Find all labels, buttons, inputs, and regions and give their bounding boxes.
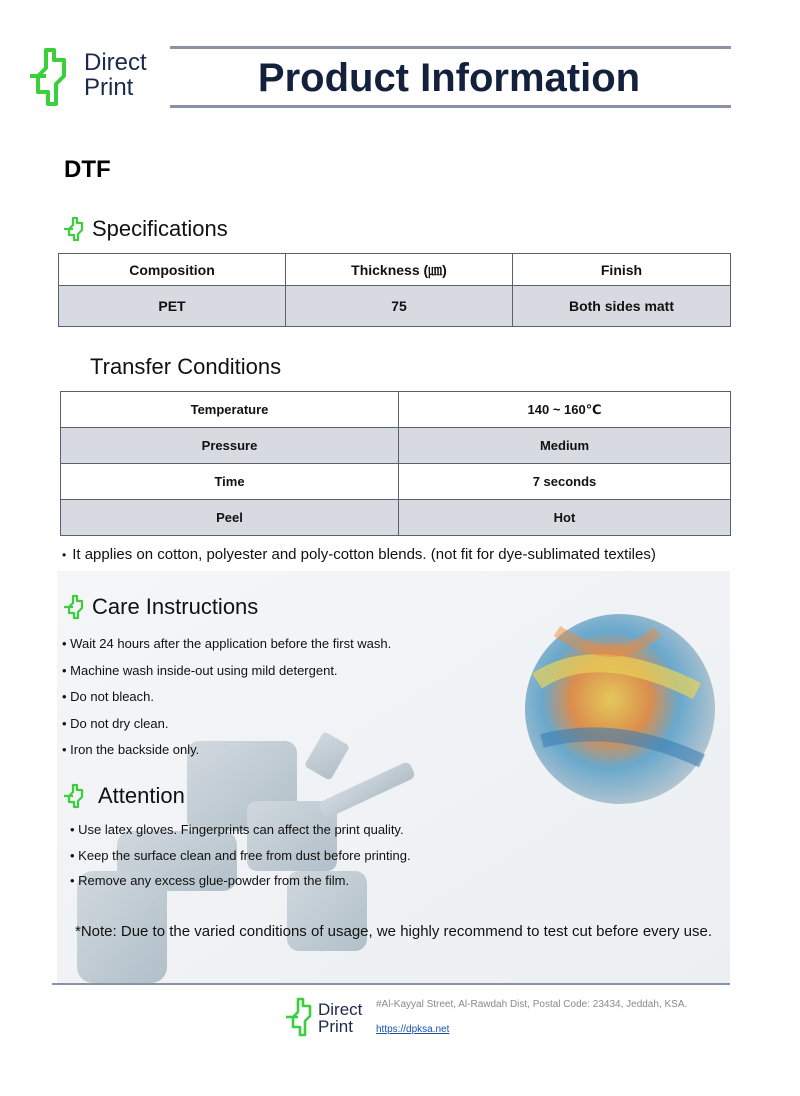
transfer-value: Medium bbox=[399, 428, 731, 464]
header-rule-bottom bbox=[170, 105, 731, 108]
list-item: • Use latex gloves. Fingerprints can affect the print quality. bbox=[70, 822, 404, 837]
footer-rule bbox=[52, 983, 730, 985]
transfer-label: Peel bbox=[61, 500, 399, 536]
transfer-conditions-heading: Transfer Conditions bbox=[90, 354, 282, 379]
footer-brand-name: Direct Print bbox=[318, 1000, 363, 1036]
list-item: • Machine wash inside-out using mild detergent. bbox=[62, 662, 338, 678]
table-row bbox=[61, 428, 731, 464]
background-artwork-image bbox=[57, 571, 730, 983]
care-instructions-heading: Care Instructions bbox=[62, 594, 258, 620]
page-title: Product Information bbox=[257, 56, 641, 100]
brand-name: Direct Print bbox=[84, 49, 147, 101]
list-item: • Remove any excess glue-powder from the film. bbox=[70, 873, 350, 888]
table-row bbox=[59, 286, 731, 327]
spec-value-composition: PET bbox=[59, 286, 286, 327]
table-row bbox=[61, 392, 731, 428]
list-item: • Do not bleach. bbox=[62, 689, 155, 704]
spec-value-finish: Both sides matt bbox=[513, 286, 731, 327]
care-list bbox=[62, 636, 391, 769]
table-row bbox=[61, 500, 731, 536]
transfer-value: 7 seconds bbox=[399, 464, 731, 500]
plus-leaf-icon bbox=[62, 783, 88, 809]
footer-url-link[interactable]: https://dpksa.net bbox=[376, 1024, 450, 1035]
list-item: • Wait 24 hours after the application before the first wash. bbox=[62, 636, 392, 651]
table-row bbox=[59, 254, 731, 286]
list-item: • Iron the backside only. bbox=[62, 742, 200, 757]
specifications-heading: Specifications bbox=[62, 216, 228, 242]
plus-leaf-icon bbox=[62, 216, 88, 242]
usage-note: *Note: Due to the varied conditions of usage, we highly recommend to test cut before every use. bbox=[75, 923, 713, 940]
transfer-table bbox=[60, 391, 731, 536]
spec-value-thickness: 75 bbox=[286, 286, 513, 327]
spec-header-thickness: Thickness (㎛) bbox=[286, 254, 513, 286]
list-item: • Do not dry clean. bbox=[62, 715, 169, 731]
specifications-table bbox=[58, 253, 731, 327]
footer-logo-icon bbox=[284, 997, 318, 1037]
list-item: • Keep the surface clean and free from dust before printing. bbox=[70, 847, 411, 863]
footer-address: #Al-Kayyal Street, Al-Rawdah Dist, Postal Code: 23434, Jeddah, KSA. bbox=[376, 999, 688, 1010]
header-rule-top bbox=[170, 46, 731, 49]
product-name: DTF bbox=[64, 156, 111, 183]
transfer-label: Pressure bbox=[61, 428, 399, 464]
applies-note: • It applies on cotton, polyester and poly-cotton blends. (not fit for dye-sublimated textiles) bbox=[62, 546, 656, 563]
plus-leaf-icon bbox=[62, 594, 88, 620]
attention-list bbox=[70, 822, 411, 899]
spec-header-finish: Finish bbox=[513, 254, 731, 286]
transfer-value: Hot bbox=[399, 500, 731, 536]
table-row bbox=[61, 464, 731, 500]
transfer-value: 140 ~ 160℃ bbox=[399, 392, 731, 428]
transfer-label: Temperature bbox=[61, 392, 399, 428]
spec-header-composition: Composition bbox=[59, 254, 286, 286]
transfer-label: Time bbox=[61, 464, 399, 500]
attention-heading: Attention bbox=[62, 783, 185, 809]
